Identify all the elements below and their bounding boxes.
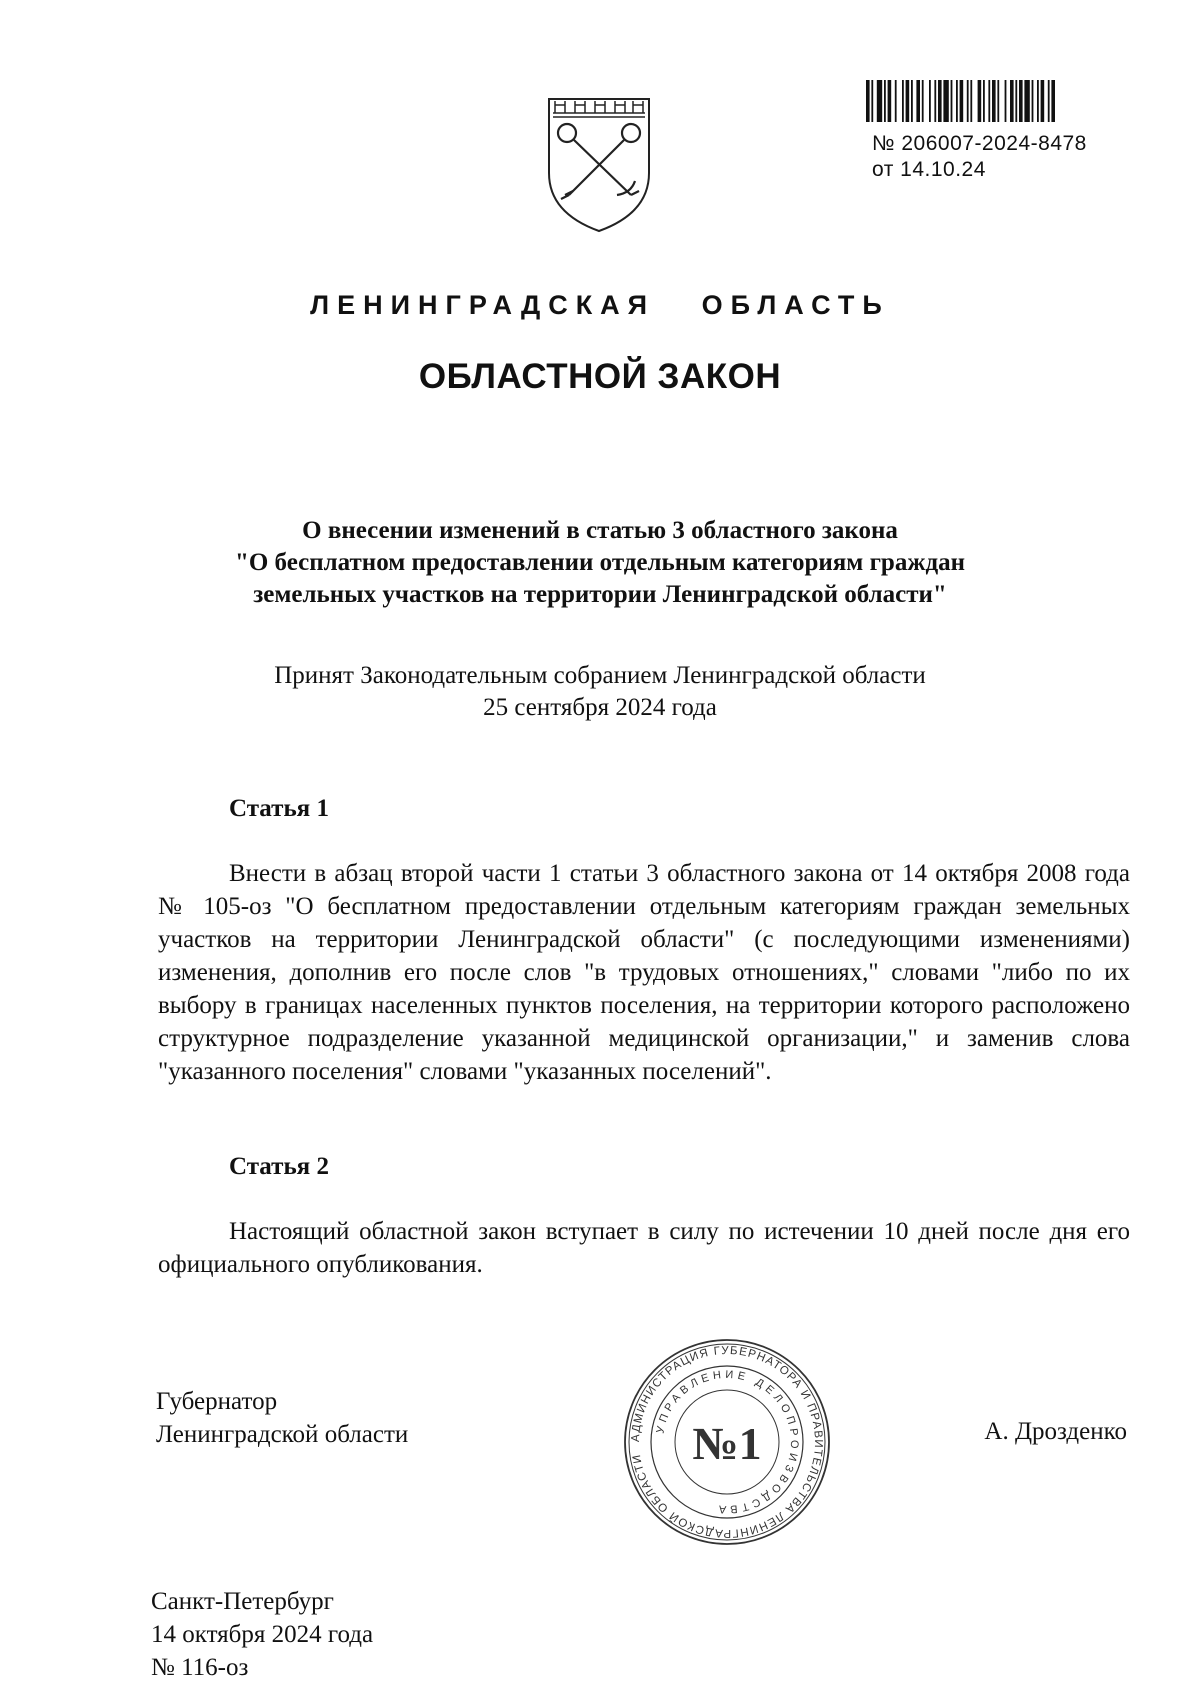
article-1-heading: Статья 1 [229, 795, 329, 822]
barcode-bar [1019, 80, 1023, 122]
region-heading: ЛЕНИНГРАДСКАЯ ОБЛАСТЬ [310, 290, 890, 320]
law-title-line: О внесении изменений в статью 3 областного закона [302, 517, 898, 544]
law-number: № 116-оз [151, 1654, 249, 1681]
barcode [866, 80, 1122, 122]
barcode-bar [1051, 80, 1055, 122]
barcode-bar [943, 80, 948, 122]
barcode-bar [866, 80, 870, 122]
adoption-note [150, 660, 1050, 724]
signatory-position-line: Ленинградской области [156, 1421, 409, 1448]
barcode-bar [929, 80, 931, 122]
barcode-bar [1037, 80, 1039, 122]
registration-date: от 14.10.24 [872, 158, 986, 181]
coat-of-arms-icon [545, 95, 653, 235]
barcode-bar [895, 80, 897, 122]
barcode-bar [997, 80, 999, 122]
barcode-bar [970, 80, 972, 122]
barcode-bar [922, 80, 924, 122]
barcode-bar [1015, 80, 1017, 122]
barcode-bar [884, 80, 886, 122]
barcode-bar [1032, 80, 1034, 122]
barcode-bar [888, 80, 892, 122]
official-stamp [622, 1337, 832, 1547]
law-title-line: "О бесплатном предоставлении отдельным категориям граждан [234, 549, 966, 576]
barcode-bar [871, 80, 873, 122]
barcode-bar [938, 80, 942, 122]
stamp-inner-text: УПРАВЛЕНИЕ ДЕЛОПРОИЗВОДСТВА [654, 1368, 801, 1516]
barcode-bar [902, 80, 904, 122]
barcode-bar [967, 80, 969, 122]
signatory-position [156, 1385, 408, 1451]
barcode-bar [906, 80, 910, 122]
adoption-line: Принят Законодательным собранием Ленинградской области [274, 662, 926, 689]
barcode-bar [916, 80, 920, 122]
signing-city: Санкт-Петербург [151, 1588, 334, 1615]
article-2-text: Настоящий областной закон вступает в силу по истечении 10 дней после дня его официального опубликования. [158, 1218, 1130, 1278]
signatory-name: А. Дрозденко [984, 1418, 1127, 1445]
signing-date: 14 октября 2024 года [151, 1621, 374, 1648]
registration-number: № 206007-2024-8478 [872, 132, 1087, 155]
barcode-bar [983, 80, 985, 122]
stamp-center-number: №1 [692, 1418, 762, 1469]
barcode-bar [911, 80, 913, 122]
adoption-line: 25 сентября 2024 года [483, 694, 717, 721]
barcode-icon [866, 80, 1122, 122]
barcode-bar [956, 80, 958, 122]
barcode-bar [951, 80, 953, 122]
signing-details [151, 1585, 373, 1684]
law-title-line: земельных участков на территории Ленинградской области" [253, 581, 947, 608]
article-2-heading: Статья 2 [229, 1153, 329, 1180]
barcode-bar [988, 80, 990, 122]
signatory-position-line: Губернатор [156, 1388, 278, 1415]
barcode-bar [992, 80, 996, 122]
barcode-bar [1048, 80, 1050, 122]
document-type-heading: ОБЛАСТНОЙ ЗАКОН [418, 357, 782, 396]
barcode-bar [934, 80, 936, 122]
article-1-text: Внести в абзац второй части 1 статьи 3 областного закона от 14 октября 2008 года № 105-оз "О бесплатном предоставлении отдельным категориям граждан земельных участков на территории Ленинградской области" (с последующими изменениями) изменения, дополнив его после слов "в трудовых отношениях," словами "либо по их выбору в границах населенных пунктов поселения, на территории которого расположено структурное подразделение указанной медицинской организации," и заменив слова "указанного поселения" словами "указанных поселений". [158, 860, 1130, 1085]
law-title [150, 515, 1050, 611]
barcode-bar [1024, 80, 1029, 122]
barcode-bar [1041, 80, 1045, 122]
barcode-bar [1005, 80, 1007, 122]
barcode-bar [960, 80, 964, 122]
stamp-outer-text: АДМИНИСТРАЦИЯ ГУБЕРНАТОРА И ПРАВИТЕЛЬСТВА ЛЕНИНГРАДСКОЙ ОБЛАСТИ [629, 1344, 825, 1540]
barcode-bar [877, 80, 882, 122]
barcode-bar [1010, 80, 1014, 122]
barcode-bar [978, 80, 982, 122]
